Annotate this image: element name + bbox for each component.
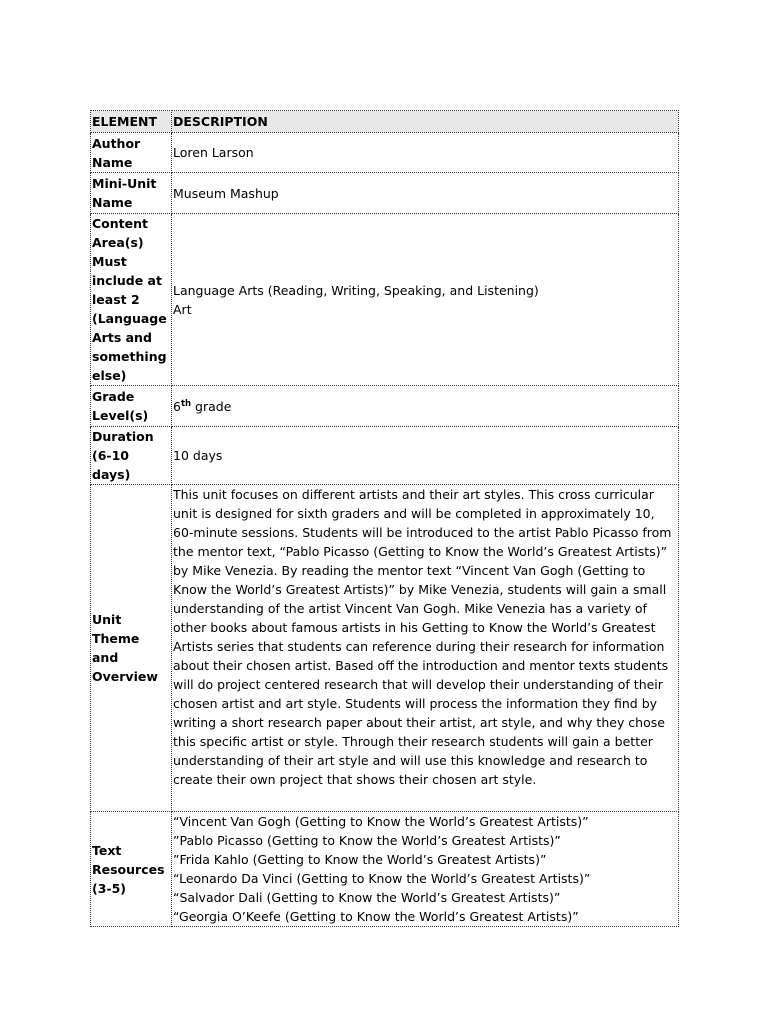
text-resource-item: ”Frida Kahlo (Getting to Know the World’s Greatest Artists)” (173, 852, 547, 867)
grade-level-value (172, 386, 679, 427)
text-resource-item: “Vincent Van Gogh (Getting to Know the World’s Greatest Artists)” (173, 814, 589, 829)
text-resource-item: “Salvador Dali (Getting to Know the World’s Greatest Artists)” (173, 890, 561, 905)
grade-number: 6 (173, 398, 181, 414)
overview-text: This unit focuses on different artists and their art styles. This cross curricular unit is designed for sixth graders and will be completed in approximately 10, 60-minute sessions. Students will be introduced to the artist Pablo Picasso from the mentor text, “Pablo Picasso (Getting to Know the World’s Greatest Artists)” by Mike Venezia. By reading the mentor text “Vincent Van Gogh (Getting to Know the World’s Greatest Artists)” by Mike Venezia, students will gain a small understanding of the artist Vincent Van Gogh. Mike Venezia has a variety of other books about famous artists in his Getting to Know the World’s Greatest Artists series that students can reference during their research for information about their chosen artist. Based off the introduction and mentor texts students will do project centered research that will develop their understanding of their chosen artist and art style. Students will process the information they find by writing a short research paper about their artist, art style, and why they chose this specific artist or style. Through their research students will gain a better understanding of their art style and will use this knowledge and research to create their own project that shows their chosen art style. (172, 485, 679, 812)
table-row-grade-level (91, 386, 679, 427)
author-label: Author Name (91, 133, 172, 173)
description-column-header: DESCRIPTION (172, 111, 679, 133)
grade-word: grade (191, 398, 232, 414)
mini-unit-plan-table (90, 110, 679, 927)
table-row-author (91, 133, 679, 173)
table-row-content-area (91, 214, 679, 386)
mini-unit-value: Museum Mashup (172, 173, 679, 214)
text-resources-list (172, 812, 679, 927)
table-row-text-resources (91, 812, 679, 927)
table-row-duration (91, 427, 679, 485)
duration-label: Duration (6-10 days) (91, 427, 172, 485)
table-header-row (91, 111, 679, 133)
text-resource-item: “Leonardo Da Vinci (Getting to Know the World’s Greatest Artists)” (173, 871, 591, 886)
grade-level-label: Grade Level(s) (91, 386, 172, 427)
overview-label: Unit Theme and Overview (91, 485, 172, 812)
table-row-overview (91, 485, 679, 812)
table-row-mini-unit (91, 173, 679, 214)
grade-ordinal-suffix: th (180, 398, 192, 409)
mini-unit-label: Mini-Unit Name (91, 173, 172, 214)
text-resource-item: ”Pablo Picasso (Getting to Know the World’s Greatest Artists)” (173, 833, 561, 848)
text-resource-item: “Georgia O’Keefe (Getting to Know the World’s Greatest Artists)” (173, 909, 579, 924)
duration-value: 10 days (172, 427, 679, 485)
element-column-header: ELEMENT (91, 111, 172, 133)
author-value: Loren Larson (172, 133, 679, 173)
content-area-line: Language Arts (Reading, Writing, Speaking, and Listening) (173, 282, 539, 298)
content-area-label: Content Area(s) Must include at least 2 (Language Arts and something else) (91, 214, 172, 386)
content-area-line: Art (173, 301, 192, 317)
content-area-value (172, 214, 679, 386)
text-resources-label: Text Resources (3-5) (91, 812, 172, 927)
